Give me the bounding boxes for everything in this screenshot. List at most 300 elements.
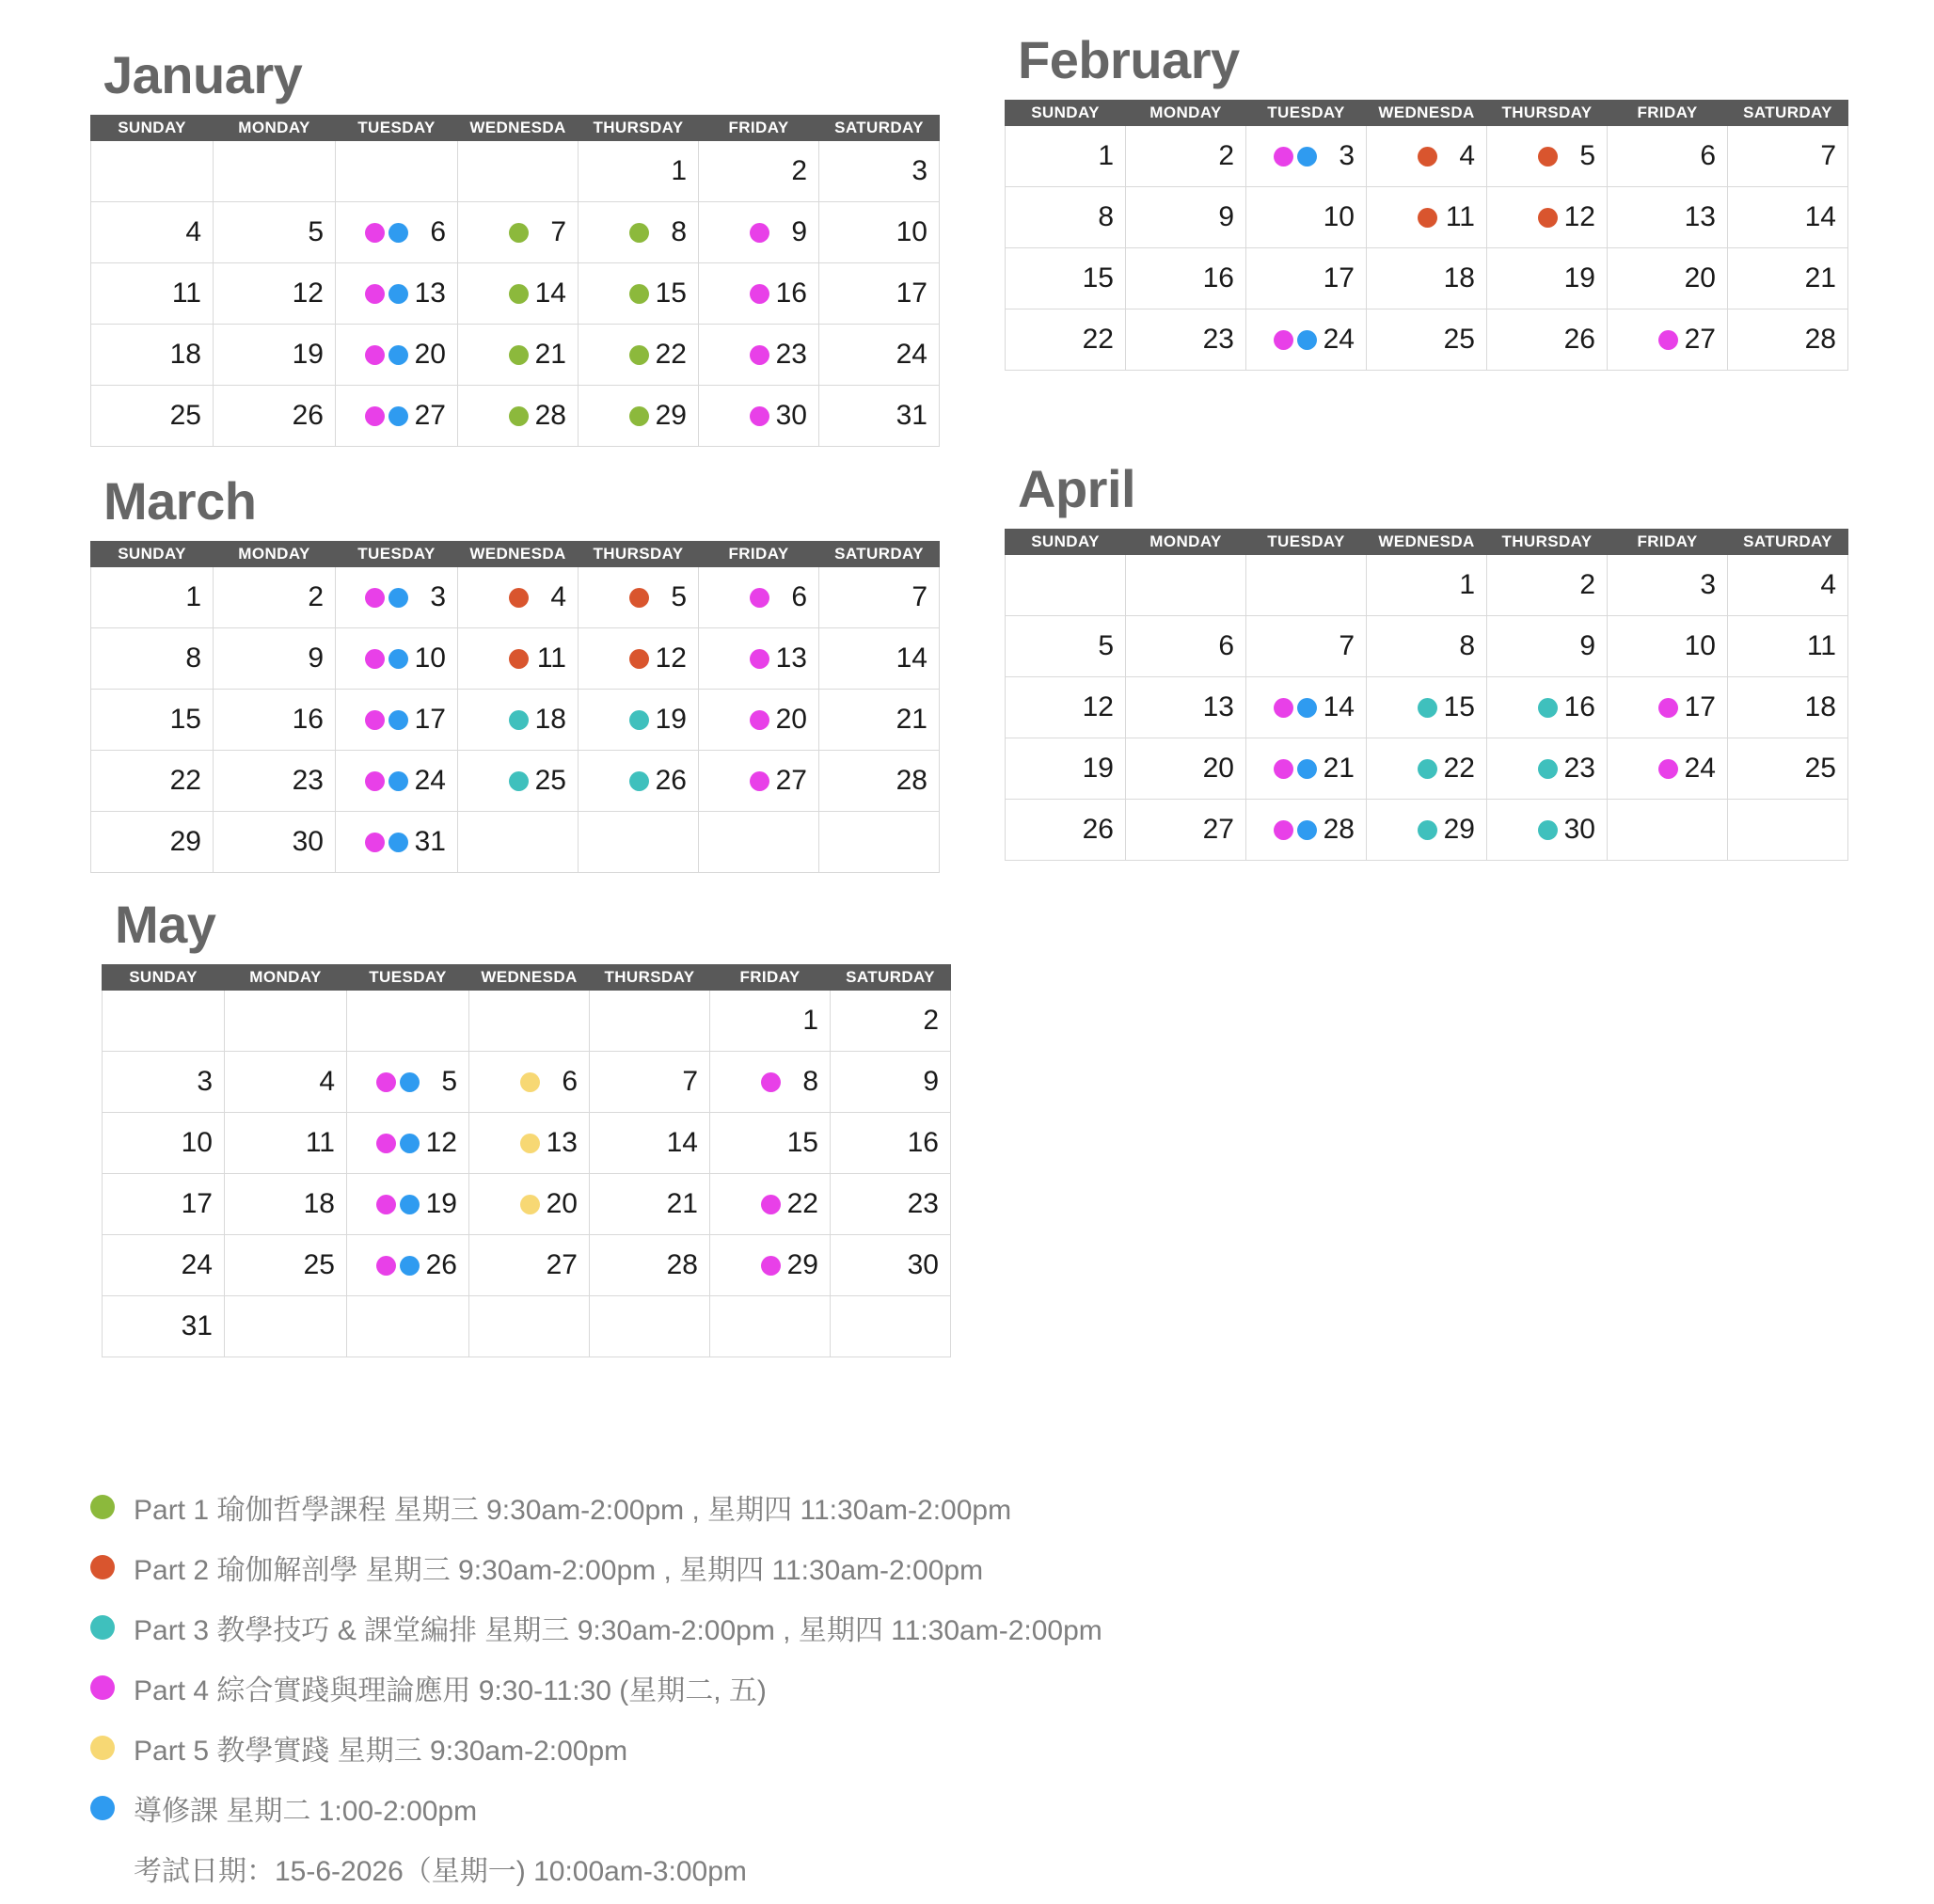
calendar-day-cell[interactable] (214, 812, 336, 873)
event-dot-part3 (1418, 698, 1437, 718)
day-number: 12 (1082, 691, 1114, 722)
calendar-day-cell[interactable] (819, 628, 940, 690)
calendar-day-cell[interactable] (1608, 555, 1728, 616)
calendar-week-row (91, 386, 940, 447)
day-number: 18 (303, 1188, 335, 1219)
event-dot-part4 (376, 1195, 396, 1214)
calendar-day-cell[interactable] (699, 325, 819, 386)
event-dot-tutorial (388, 345, 408, 365)
day-number: 29 (169, 826, 201, 857)
calendar-day-cell[interactable] (103, 1113, 225, 1174)
day-number: 7 (1820, 140, 1836, 171)
calendar-day-cell[interactable] (831, 1052, 951, 1113)
event-dot-part2 (509, 588, 529, 608)
calendar-day-cell[interactable] (1006, 616, 1126, 677)
calendar-day-cell[interactable] (1728, 677, 1848, 738)
calendar-day-cell[interactable] (1367, 309, 1487, 371)
calendar-day-cell[interactable] (336, 325, 458, 386)
event-dot-part3 (1538, 698, 1558, 718)
day-number: 2 (791, 155, 807, 186)
calendar-day-cell[interactable] (214, 751, 336, 812)
calendar-day-cell[interactable] (1728, 555, 1848, 616)
day-number: 11 (536, 643, 566, 674)
day-number: 5 (1579, 140, 1595, 171)
calendar-day-cell[interactable] (1126, 738, 1246, 800)
event-dot-tutorial (388, 710, 408, 730)
day-number: 30 (907, 1249, 939, 1280)
day-number: 13 (414, 278, 446, 309)
calendar-day-cell[interactable] (1608, 248, 1728, 309)
day-number: 18 (169, 339, 201, 370)
legend-label: 導修課 星期二 1:00-2:00pm (134, 1796, 478, 1827)
calendar-day-cell[interactable] (336, 202, 458, 263)
calendar-day-cell[interactable] (579, 690, 699, 751)
day-number: 24 (414, 765, 446, 796)
calendar-day-cell[interactable] (1608, 187, 1728, 248)
calendar-day-cell[interactable] (458, 202, 579, 263)
calendar-day-cell[interactable] (91, 567, 214, 628)
calendar-day-cell[interactable] (831, 991, 951, 1052)
calendar-day-cell[interactable] (1246, 248, 1367, 309)
weekday-header-row (1006, 101, 1848, 126)
event-dot-part3 (509, 710, 529, 730)
calendar-day-cell[interactable] (1728, 616, 1848, 677)
calendar-day-cell[interactable] (103, 1296, 225, 1357)
calendar-empty-cell (225, 991, 347, 1052)
day-number: 12 (425, 1127, 457, 1158)
calendar-week-row (103, 1235, 951, 1296)
calendar-day-cell[interactable] (710, 1235, 831, 1296)
month-table-january (90, 115, 940, 447)
calendar-day-cell[interactable] (1487, 126, 1608, 187)
calendar-day-cell[interactable] (214, 567, 336, 628)
calendar-day-cell[interactable] (831, 1174, 951, 1235)
event-dot-part5 (520, 1195, 540, 1214)
calendar-day-cell[interactable] (336, 628, 458, 690)
day-number: 9 (791, 216, 807, 247)
calendar-day-cell[interactable] (1728, 248, 1848, 309)
calendar-week-row (103, 1174, 951, 1235)
day-number: 5 (441, 1066, 457, 1097)
day-number: 3 (1339, 140, 1355, 171)
event-dot-part1 (509, 406, 529, 426)
calendar-day-cell[interactable] (458, 567, 579, 628)
calendar-day-cell[interactable] (469, 1174, 590, 1235)
event-dot-part3 (1418, 820, 1437, 840)
calendar-day-cell[interactable] (91, 690, 214, 751)
calendar-day-cell[interactable] (91, 628, 214, 690)
calendar-day-cell[interactable] (1126, 309, 1246, 371)
calendar-day-cell[interactable] (699, 386, 819, 447)
calendar-day-cell[interactable] (1487, 738, 1608, 800)
event-dot-part4 (750, 223, 769, 243)
weekday-header-tuesday: TUESDAY (1246, 530, 1367, 555)
day-number: 19 (655, 704, 687, 735)
calendar-day-cell[interactable] (91, 751, 214, 812)
day-number: 30 (292, 826, 324, 857)
day-number: 21 (896, 704, 927, 735)
calendar-day-cell[interactable] (831, 1113, 951, 1174)
calendar-day-cell[interactable] (1487, 248, 1608, 309)
day-number: 29 (655, 400, 687, 431)
calendar-day-cell[interactable] (91, 263, 214, 325)
day-number: 21 (1804, 262, 1836, 294)
calendar-day-cell[interactable] (1728, 738, 1848, 800)
calendar-day-cell[interactable] (1006, 187, 1126, 248)
calendar-month-may (102, 895, 951, 1357)
calendar-day-cell[interactable] (1367, 248, 1487, 309)
day-number: 9 (308, 643, 324, 674)
day-number: 6 (562, 1066, 578, 1097)
calendar-day-cell[interactable] (225, 1113, 347, 1174)
calendar-week-row (1006, 309, 1848, 371)
calendar-week-row (91, 690, 940, 751)
day-number: 24 (1323, 324, 1355, 355)
event-dot-part4 (750, 649, 769, 669)
calendar-day-cell[interactable] (1367, 555, 1487, 616)
calendar-day-cell[interactable] (214, 325, 336, 386)
calendar-day-cell[interactable] (819, 751, 940, 812)
event-dot-tutorial (1297, 330, 1317, 350)
calendar-day-cell[interactable] (336, 263, 458, 325)
day-number: 15 (655, 278, 687, 309)
day-number: 27 (1684, 324, 1716, 355)
calendar-empty-cell (710, 1296, 831, 1357)
calendar-day-cell[interactable] (699, 628, 819, 690)
day-number: 25 (303, 1249, 335, 1280)
calendar-day-cell[interactable] (579, 751, 699, 812)
calendar-day-cell[interactable] (1367, 187, 1487, 248)
calendar-day-cell[interactable] (1367, 677, 1487, 738)
event-dot-part3 (629, 771, 649, 791)
event-dot-tutorial (1297, 759, 1317, 779)
calendar-day-cell[interactable] (458, 325, 579, 386)
calendar-day-cell[interactable] (1487, 800, 1608, 861)
calendar-day-cell[interactable] (699, 141, 819, 202)
calendar-day-cell[interactable] (214, 202, 336, 263)
calendar-day-cell[interactable] (225, 1235, 347, 1296)
calendar-day-cell[interactable] (1126, 677, 1246, 738)
event-dot-tutorial (388, 771, 408, 791)
event-dot-tutorial (1297, 820, 1317, 840)
event-dot-part2 (629, 588, 649, 608)
calendar-day-cell[interactable] (469, 1113, 590, 1174)
day-number: 18 (534, 704, 566, 735)
calendar-day-cell[interactable] (91, 812, 214, 873)
calendar-day-cell[interactable] (590, 1052, 710, 1113)
calendar-day-cell[interactable] (1126, 616, 1246, 677)
calendar-day-cell[interactable] (819, 325, 940, 386)
weekday-header-thursday: THURSDAY (579, 542, 699, 567)
calendar-week-row (91, 628, 940, 690)
calendar-week-row (91, 202, 940, 263)
day-number: 9 (1579, 630, 1595, 661)
calendar-day-cell[interactable] (91, 325, 214, 386)
event-dot-part4 (1658, 330, 1678, 350)
calendar-day-cell[interactable] (590, 1174, 710, 1235)
calendar-empty-cell (1006, 555, 1126, 616)
calendar-day-cell[interactable] (1126, 126, 1246, 187)
weekday-header-saturday: SATURDAY (819, 116, 940, 141)
day-number: 20 (1684, 262, 1716, 294)
calendar-day-cell[interactable] (579, 386, 699, 447)
calendar-day-cell[interactable] (103, 1235, 225, 1296)
calendar-day-cell[interactable] (1126, 800, 1246, 861)
legend (90, 1477, 1102, 1889)
calendar-day-cell[interactable] (214, 628, 336, 690)
day-number: 17 (1684, 691, 1716, 722)
calendar-day-cell[interactable] (1608, 677, 1728, 738)
calendar-day-cell[interactable] (1487, 555, 1608, 616)
calendar-day-cell[interactable] (710, 1113, 831, 1174)
day-number: 20 (775, 704, 807, 735)
event-dot-part2 (629, 649, 649, 669)
weekday-header-wednesda: WEDNESDA (469, 965, 590, 991)
day-number: 13 (1684, 201, 1716, 232)
calendar-day-cell[interactable] (347, 1235, 469, 1296)
weekday-header-wednesda: WEDNESDA (458, 542, 579, 567)
calendar-day-cell[interactable] (336, 567, 458, 628)
calendar-day-cell[interactable] (710, 1174, 831, 1235)
weekday-header-monday: MONDAY (214, 542, 336, 567)
calendar-day-cell[interactable] (347, 1052, 469, 1113)
calendar-day-cell[interactable] (710, 1052, 831, 1113)
calendar-day-cell[interactable] (699, 202, 819, 263)
event-dot-part4 (365, 345, 385, 365)
event-dot-tutorial (400, 1072, 420, 1092)
calendar-day-cell[interactable] (1246, 677, 1367, 738)
event-dot-part4 (365, 284, 385, 304)
day-number: 31 (896, 400, 927, 431)
calendar-day-cell[interactable] (1006, 800, 1126, 861)
day-number: 26 (425, 1249, 457, 1280)
calendar-day-cell[interactable] (214, 263, 336, 325)
calendar-day-cell[interactable] (819, 567, 940, 628)
event-dot-part4 (750, 588, 769, 608)
day-number: 10 (1684, 630, 1716, 661)
calendar-empty-cell (225, 1296, 347, 1357)
calendar-table (90, 541, 940, 873)
calendar-day-cell[interactable] (590, 1113, 710, 1174)
calendar-day-cell[interactable] (1126, 187, 1246, 248)
legend-dot-part4 (90, 1675, 115, 1700)
calendar-day-cell[interactable] (103, 1052, 225, 1113)
day-number: 23 (292, 765, 324, 796)
event-dot-part4 (1274, 147, 1293, 167)
calendar-day-cell[interactable] (469, 1052, 590, 1113)
calendar-day-cell[interactable] (579, 325, 699, 386)
month-table-february (1005, 100, 1848, 371)
calendar-day-cell[interactable] (1608, 309, 1728, 371)
calendar-day-cell[interactable] (831, 1235, 951, 1296)
calendar-day-cell[interactable] (1006, 309, 1126, 371)
event-dot-part4 (750, 710, 769, 730)
day-number: 14 (896, 643, 927, 674)
calendar-day-cell[interactable] (1608, 616, 1728, 677)
event-dot-part4 (1658, 698, 1678, 718)
calendar-day-cell[interactable] (819, 141, 940, 202)
day-number: 15 (786, 1127, 818, 1158)
calendar-day-cell[interactable] (1126, 248, 1246, 309)
day-number: 2 (308, 581, 324, 612)
calendar-day-cell[interactable] (1728, 187, 1848, 248)
day-number: 6 (1218, 630, 1234, 661)
calendar-week-row (103, 1296, 951, 1357)
event-dot-part2 (1538, 147, 1558, 167)
calendar-day-cell[interactable] (699, 567, 819, 628)
day-number: 28 (666, 1249, 698, 1280)
calendar-table (1005, 100, 1848, 371)
day-number: 2 (1579, 569, 1595, 600)
weekday-header-thursday: THURSDAY (1487, 101, 1608, 126)
calendar-day-cell[interactable] (1006, 248, 1126, 309)
day-number: 27 (1202, 814, 1234, 845)
calendar-day-cell[interactable] (1246, 309, 1367, 371)
day-number: 23 (907, 1188, 939, 1219)
day-number: 19 (1082, 753, 1114, 784)
month-table-march (90, 541, 940, 873)
day-number: 18 (1443, 262, 1475, 294)
calendar-day-cell[interactable] (699, 751, 819, 812)
event-dot-tutorial (1297, 698, 1317, 718)
calendar-day-cell[interactable] (699, 690, 819, 751)
calendar-day-cell[interactable] (1246, 616, 1367, 677)
calendar-day-cell[interactable] (336, 812, 458, 873)
calendar-day-cell[interactable] (579, 202, 699, 263)
calendar-day-cell[interactable] (579, 141, 699, 202)
calendar-day-cell[interactable] (579, 567, 699, 628)
calendar-day-cell[interactable] (1728, 309, 1848, 371)
calendar-day-cell[interactable] (819, 263, 940, 325)
day-number: 3 (912, 155, 927, 186)
calendar-empty-cell (91, 141, 214, 202)
calendar-day-cell[interactable] (1367, 800, 1487, 861)
calendar-day-cell[interactable] (819, 690, 940, 751)
calendar-day-cell[interactable] (1487, 677, 1608, 738)
calendar-day-cell[interactable] (1246, 187, 1367, 248)
calendar-empty-cell (469, 1296, 590, 1357)
event-dot-part4 (365, 406, 385, 426)
legend-item (90, 1778, 1102, 1838)
weekday-header-sunday: SUNDAY (1006, 101, 1126, 126)
event-dot-part1 (629, 345, 649, 365)
day-number: 15 (1082, 262, 1114, 294)
calendar-day-cell[interactable] (819, 202, 940, 263)
calendar-day-cell[interactable] (699, 263, 819, 325)
calendar-day-cell[interactable] (1487, 187, 1608, 248)
month-title-april: April (1018, 459, 1136, 518)
calendar-day-cell[interactable] (336, 386, 458, 447)
event-dot-part5 (520, 1134, 540, 1153)
calendar-day-cell[interactable] (819, 386, 940, 447)
day-number: 8 (671, 216, 687, 247)
calendar-day-cell[interactable] (1367, 738, 1487, 800)
event-dot-part4 (761, 1195, 781, 1214)
day-number: 2 (1218, 140, 1234, 171)
day-number: 1 (1459, 569, 1475, 600)
calendar-day-cell[interactable] (1006, 677, 1126, 738)
calendar-day-cell[interactable] (1608, 126, 1728, 187)
calendar-day-cell[interactable] (458, 628, 579, 690)
day-number: 14 (1323, 691, 1355, 722)
day-number: 14 (534, 278, 566, 309)
calendar-day-cell[interactable] (214, 386, 336, 447)
legend-item (90, 1537, 1102, 1597)
calendar-day-cell[interactable] (1006, 738, 1126, 800)
calendar-day-cell[interactable] (590, 1235, 710, 1296)
calendar-week-row (103, 1113, 951, 1174)
calendar-day-cell[interactable] (1608, 738, 1728, 800)
calendar-day-cell[interactable] (1246, 738, 1367, 800)
calendar-day-cell[interactable] (225, 1174, 347, 1235)
calendar-week-row (91, 263, 940, 325)
event-dot-part1 (509, 345, 529, 365)
month-table-may (102, 964, 951, 1357)
calendar-week-row (103, 991, 951, 1052)
event-dot-part3 (1538, 759, 1558, 779)
calendar-day-cell[interactable] (469, 1235, 590, 1296)
calendar-day-cell[interactable] (91, 386, 214, 447)
calendar-empty-cell (1728, 800, 1848, 861)
day-number: 28 (1804, 324, 1836, 355)
calendar-day-cell[interactable] (103, 1174, 225, 1235)
calendar-day-cell[interactable] (1728, 126, 1848, 187)
calendar-day-cell[interactable] (214, 690, 336, 751)
event-dot-part4 (750, 284, 769, 304)
weekday-header-thursday: THURSDAY (1487, 530, 1608, 555)
calendar-day-cell[interactable] (1246, 800, 1367, 861)
day-number: 3 (1700, 569, 1716, 600)
weekday-header-saturday: SATURDAY (1728, 101, 1848, 126)
day-number: 4 (1459, 140, 1475, 171)
calendar-day-cell[interactable] (458, 751, 579, 812)
calendar-day-cell[interactable] (1367, 126, 1487, 187)
calendar-day-cell[interactable] (1487, 309, 1608, 371)
event-dot-part4 (750, 771, 769, 791)
calendar-day-cell[interactable] (347, 1113, 469, 1174)
calendar-day-cell[interactable] (579, 628, 699, 690)
calendar-day-cell[interactable] (1006, 126, 1126, 187)
calendar-day-cell[interactable] (458, 263, 579, 325)
day-number: 27 (414, 400, 446, 431)
event-dot-part2 (509, 649, 529, 669)
day-number: 19 (425, 1188, 457, 1219)
calendar-day-cell[interactable] (347, 1174, 469, 1235)
calendar-empty-cell (579, 812, 699, 873)
legend-label: Part 3 教學技巧 & 課堂編排 星期三 9:30am-2:00pm , 星期四 11:30am-2:00pm (134, 1615, 1102, 1646)
calendar-day-cell[interactable] (336, 751, 458, 812)
calendar-empty-cell (1126, 555, 1246, 616)
calendar-day-cell[interactable] (579, 263, 699, 325)
calendar-day-cell[interactable] (710, 991, 831, 1052)
calendar-empty-cell (347, 1296, 469, 1357)
month-table-april (1005, 529, 1848, 861)
calendar-month-april (1005, 459, 1848, 861)
legend-label: Part 5 教學實踐 星期三 9:30am-2:00pm (134, 1736, 628, 1767)
weekday-header-row (91, 542, 940, 567)
day-number: 6 (791, 581, 807, 612)
calendar-day-cell[interactable] (336, 690, 458, 751)
calendar-day-cell[interactable] (1487, 616, 1608, 677)
calendar-week-row (1006, 800, 1848, 861)
calendar-day-cell[interactable] (1367, 616, 1487, 677)
calendar-day-cell[interactable] (458, 690, 579, 751)
calendar-day-cell[interactable] (1246, 126, 1367, 187)
calendar-day-cell[interactable] (458, 386, 579, 447)
calendar-day-cell[interactable] (225, 1052, 347, 1113)
day-number: 8 (1459, 630, 1475, 661)
calendar-day-cell[interactable] (91, 202, 214, 263)
